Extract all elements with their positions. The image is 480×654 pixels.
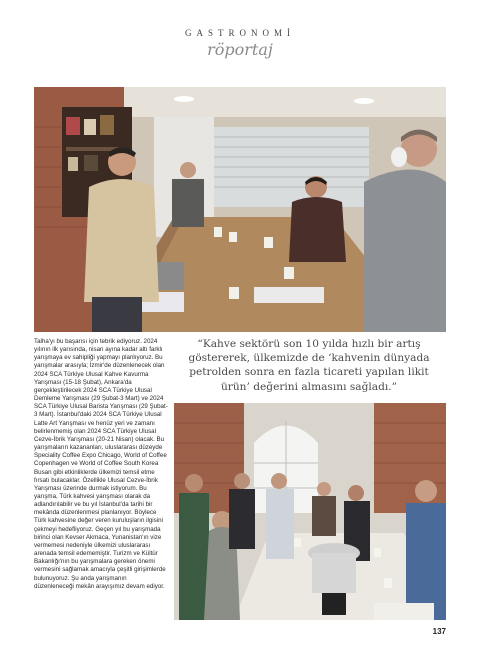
page-number: 137 xyxy=(432,627,446,636)
coffee-cupping-photo xyxy=(34,87,446,332)
page-header xyxy=(0,28,480,59)
pull-quote: “Kahve sektörü son 10 yılda hızlı bir artış göstererek, ülkemizde de ‘kahvenin dünyada petrolden sonra en fazla ticareti yapılan likit ürün’ değerini almasını sağladı.” xyxy=(188,338,430,393)
section-kicker: GASTRONOMİ xyxy=(184,28,295,38)
section-title: röportaj xyxy=(207,40,273,59)
coffee-event-photo xyxy=(174,403,446,620)
article-body-text: Talha'yı bu başarısı için tebrik ediyoruz. 2024 yılının ilk yarısında, nisan ayına kadar altı farklı yarışmaya ev sahipliği yapmayı planlıyoruz. Bu yarışmalar arasıyla; İzmir'de düzenlenecek olan 2024 SCA Türkiye Ulusal Kahve Kavurma Yarışması (15-18 Şubat), Ankara'da gerçekleştirilecek 2024 SCA Türkiye Ulusal Demleme Yarışması (29 Şubat-3 Mart) ve 2024 SCA Türkiye Ulusal Barista Yarışması (29 Şubat-3 Mart). İstanbul'daki 2024 SCA Türkiye Ulusal Latte Art Yarışması ve henüz yeri ve zamanı belirlenmemiş olan 2024 SCA Türkiye Ulusal Cezve-İbrik Yarışması (20-21 Nisan) olacak. Bu yarışmaların kazananları, uluslararası düzeyde Speciality Coffee Expo Chicago, World of Coffee Copenhagen ve World of Coffee South Korea Busan gibi etkinliklerde ülkemizi temsil etme fırsatı bulacaklar. Özellikle Ulusal Cezve-İbrik Yarışması üzerinde durmak istiyorum. Bu yarışma, Türk kahvesi yarışması olarak da adlandırılabilir ve bu yıl İstanbul'da tarihi bir mekânda düzenlenmesi planlanıyor. Böylece Türk kahvesine değer veren kuruluşların ilgisini çekmeyi hedefliyoruz. Geçen yıl bu yarışmada birinci olan Kevser Akmaca, Yunanistan'ın vize vermemesi nedeniyle ülkemizi uluslararası arenada temsil edememiştir. Turizm ve Kültür Bakanlığı'nın bu yarışmalara gereken önemi vermesini sağlamak amacıyla çeşitli girişimlerde bulunuyoruz. Şu anda yarışmanın düzenleneceği mekân arayışımız devam ediyor. xyxy=(34,338,168,590)
